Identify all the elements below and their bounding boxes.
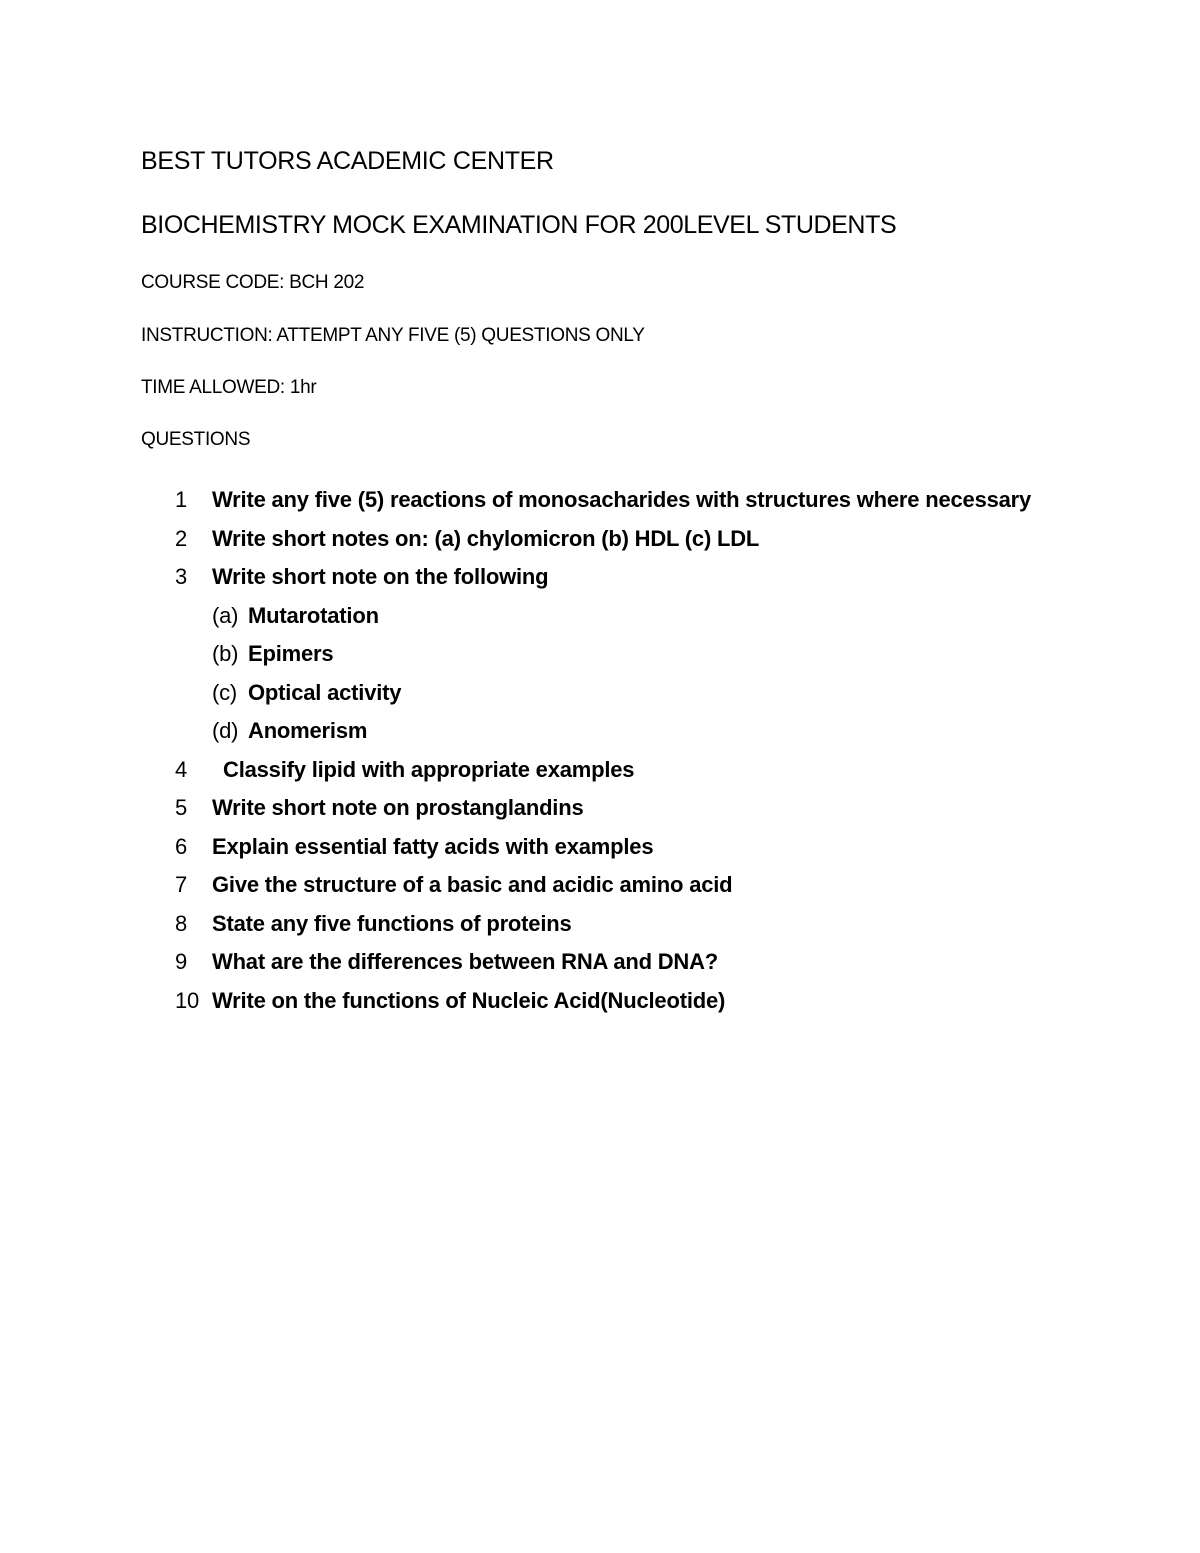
subitem-text: Anomerism	[248, 718, 368, 743]
questions-heading: QUESTIONS	[141, 429, 251, 450]
subitem-label: (a)	[212, 602, 239, 628]
question-number: 8	[175, 910, 188, 936]
question-number: 3	[175, 564, 188, 589]
exam-title: BIOCHEMISTRY MOCK EXAMINATION FOR 200LEVEL STUDENTS	[141, 211, 897, 239]
question-item	[175, 828, 1075, 867]
question-item	[175, 866, 1075, 905]
question-text: Classify lipid with appropriate examples	[223, 756, 635, 782]
question-item	[175, 751, 1075, 790]
question-number: 10	[175, 987, 200, 1013]
question-number: 4	[175, 756, 188, 782]
time-allowed: TIME ALLOWED: 1hr	[141, 377, 317, 398]
question-subitem	[175, 674, 1075, 713]
course-code: COURSE CODE: BCH 202	[141, 272, 365, 293]
question-subitem	[175, 635, 1075, 674]
subitem-text: Optical activity	[248, 679, 402, 705]
question-number: 9	[175, 949, 188, 974]
question-item	[175, 905, 1075, 944]
subitem-label: (b)	[212, 641, 239, 666]
question-text: Write short note on prostanglandins	[212, 795, 584, 820]
question-number: 2	[175, 525, 188, 551]
subitem-text: Mutarotation	[248, 602, 379, 628]
question-number: 7	[175, 872, 188, 897]
subitem-label: (c)	[212, 679, 238, 705]
question-text: State any five functions of proteins	[212, 910, 572, 936]
question-subitem	[175, 712, 1075, 751]
question-text: Give the structure of a basic and acidic amino acid	[212, 872, 733, 897]
question-item	[175, 558, 1075, 597]
subitem-label: (d)	[212, 718, 239, 743]
question-item	[175, 520, 1075, 559]
question-list	[175, 481, 1075, 1020]
instruction: INSTRUCTION: ATTEMPT ANY FIVE (5) QUESTIONS ONLY	[141, 325, 645, 346]
subitem-text: Epimers	[248, 641, 334, 666]
question-text: Explain essential fatty acids with examples	[212, 833, 654, 859]
question-number: 5	[175, 795, 188, 820]
question-text: Write any five (5) reactions of monosacharides with structures where necessary	[212, 487, 1032, 512]
question-text: Write short notes on: (a) chylomicron (b) HDL (c) LDL	[212, 525, 760, 551]
question-number: 1	[175, 487, 188, 512]
question-text: Write on the functions of Nucleic Acid(Nucleotide)	[212, 987, 726, 1013]
institution-title: BEST TUTORS ACADEMIC CENTER	[141, 147, 554, 175]
question-item	[175, 481, 1075, 520]
question-item	[175, 982, 1075, 1021]
question-subitem	[175, 597, 1075, 636]
question-text: Write short note on the following	[212, 564, 549, 589]
question-text: What are the differences between RNA and DNA?	[212, 949, 719, 974]
question-item	[175, 943, 1075, 982]
question-item	[175, 789, 1075, 828]
question-number: 6	[175, 833, 188, 859]
